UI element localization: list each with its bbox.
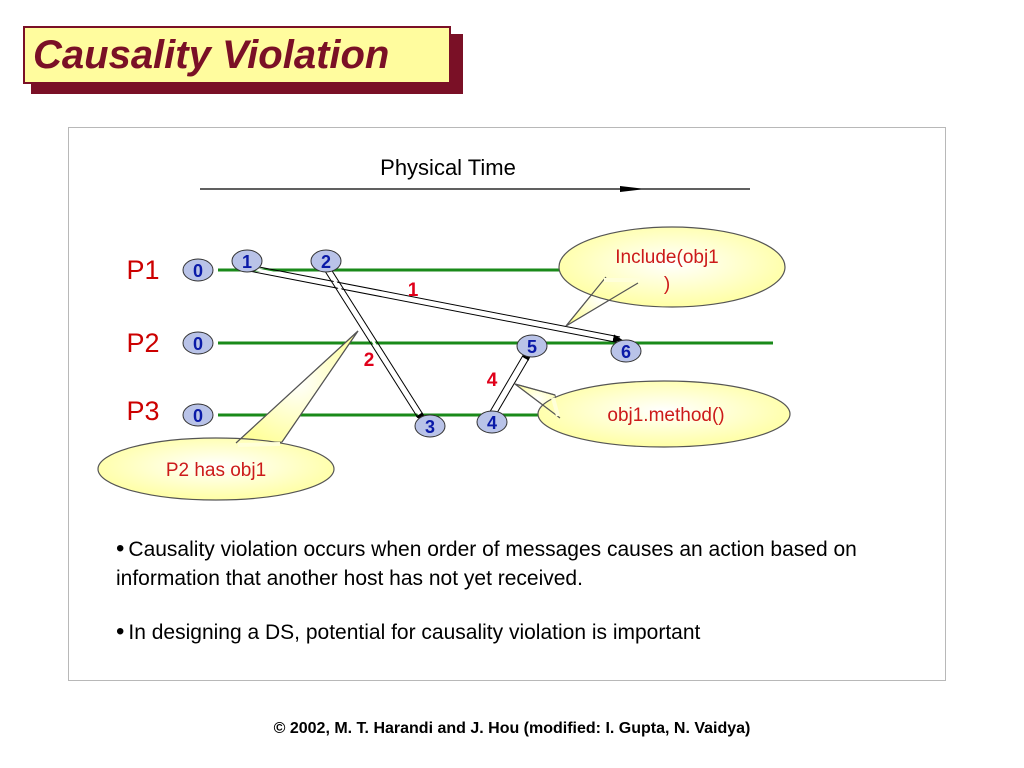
event-node-1 bbox=[232, 250, 262, 272]
bullet-text-1: Causality violation occurs when order of messages causes an action based on information that another host has not yet received. bbox=[116, 538, 857, 590]
bullet-item-1 bbox=[116, 534, 896, 593]
callout-include-line-1: Include(obj1 bbox=[615, 247, 719, 268]
svg-text:0: 0 bbox=[192, 334, 204, 354]
svg-text:6: 6 bbox=[620, 342, 632, 362]
svg-text:1: 1 bbox=[241, 252, 253, 272]
event-node-2 bbox=[311, 250, 341, 272]
message-label-2: 2 bbox=[363, 350, 375, 371]
callout-include-line-2: ) bbox=[663, 274, 671, 295]
callout-p2-has-text: P2 has obj1 bbox=[165, 460, 267, 481]
callout-include bbox=[559, 227, 785, 326]
slide-title: Causality Violation bbox=[33, 32, 390, 77]
initial-node-p1 bbox=[183, 259, 213, 281]
svg-text:0: 0 bbox=[192, 261, 204, 281]
svg-text:3: 3 bbox=[424, 417, 436, 437]
svg-text:2: 2 bbox=[320, 252, 332, 272]
bullet-text-2: In designing a DS, potential for causality violation is important bbox=[128, 621, 701, 644]
svg-text:0: 0 bbox=[192, 406, 204, 426]
process-label-p3: P3 bbox=[126, 396, 160, 426]
callout-method-text: obj1.method() bbox=[607, 405, 725, 426]
event-node-5 bbox=[517, 335, 547, 357]
callout-method bbox=[515, 381, 790, 447]
event-node-3 bbox=[415, 415, 445, 437]
event-node-6 bbox=[611, 340, 641, 362]
svg-text:4: 4 bbox=[486, 413, 498, 433]
bullet-dot: • bbox=[116, 618, 125, 645]
event-node-4 bbox=[477, 411, 507, 433]
initial-node-p3 bbox=[183, 404, 213, 426]
slide-footer: © 2002, M. T. Harandi and J. Hou (modified: I. Gupta, N. Vaidya) bbox=[273, 720, 751, 737]
time-axis-label: Physical Time bbox=[380, 155, 516, 180]
svg-text:5: 5 bbox=[526, 337, 538, 357]
process-label-p1: P1 bbox=[126, 255, 160, 285]
initial-node-p2 bbox=[183, 332, 213, 354]
message-label-1: 1 bbox=[407, 280, 419, 301]
time-axis-arrowhead bbox=[620, 186, 645, 192]
process-label-p2: P2 bbox=[126, 328, 160, 358]
bullet-item-2 bbox=[116, 617, 896, 647]
bullet-dot: • bbox=[116, 535, 125, 562]
message-label-4: 4 bbox=[486, 370, 498, 391]
